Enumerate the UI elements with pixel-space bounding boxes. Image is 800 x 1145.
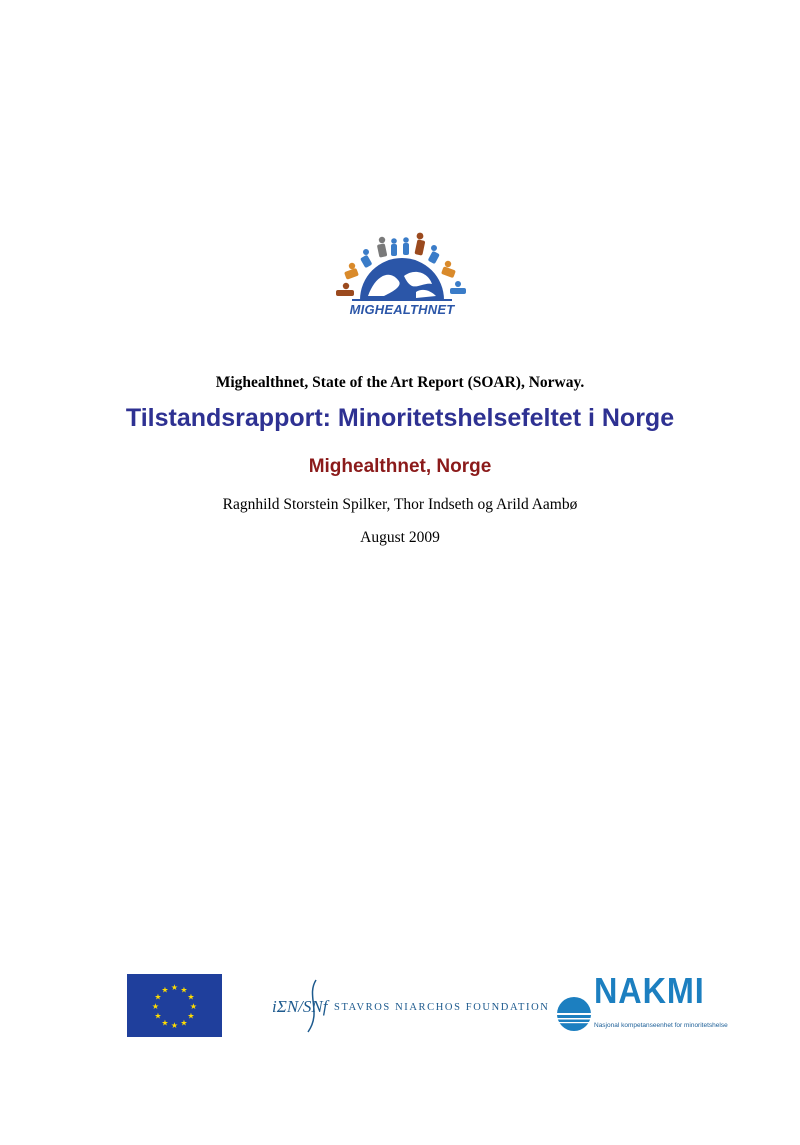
snf-name: STAVROS NIARCHOS FOUNDATION: [334, 1002, 550, 1013]
svg-text:★: ★: [154, 1011, 162, 1021]
report-subtitle: Mighealthnet, State of the Art Report (SOAR), Norway.: [215, 374, 585, 391]
nakmi-logo: [556, 970, 728, 1036]
globe-people-icon: [332, 230, 472, 306]
svg-text:★: ★: [161, 1018, 169, 1028]
svg-text:★: ★: [187, 1011, 195, 1021]
svg-text:★: ★: [189, 1002, 198, 1011]
svg-text:★: ★: [151, 1002, 160, 1011]
publication-date: August 2009: [360, 529, 440, 546]
svg-text:★: ★: [161, 985, 169, 995]
nakmi-circle-icon: [556, 994, 592, 1034]
svg-text:★: ★: [170, 1021, 179, 1030]
eu-stars: [127, 974, 222, 1037]
nakmi-wordmark: NAKMI: [594, 970, 705, 1011]
authors: Ragnhild Storstein Spilker, Thor Indseth og Arild Aambø: [222, 496, 578, 513]
svg-text:★: ★: [170, 983, 179, 992]
svg-text:★: ★: [180, 1018, 188, 1028]
svg-text:★: ★: [180, 985, 188, 995]
snf-mark: iΣN/SNf: [272, 997, 328, 1016]
snf-logo: [272, 978, 550, 1034]
mighealthnet-logo: [332, 230, 472, 322]
nakmi-tagline: Nasjonal kompetanseenhet for minoritetshelse: [594, 1022, 728, 1029]
svg-text:★: ★: [154, 992, 162, 1002]
page-title: Tilstandsrapport: Minoritetshelsefeltet i Norge: [125, 404, 675, 432]
svg-text:★: ★: [187, 992, 195, 1002]
network-name: Mighealthnet, Norge: [308, 456, 492, 477]
eu-flag-icon: [127, 974, 222, 1037]
logo-brand-text: MIGHEALTHNET: [349, 302, 455, 317]
